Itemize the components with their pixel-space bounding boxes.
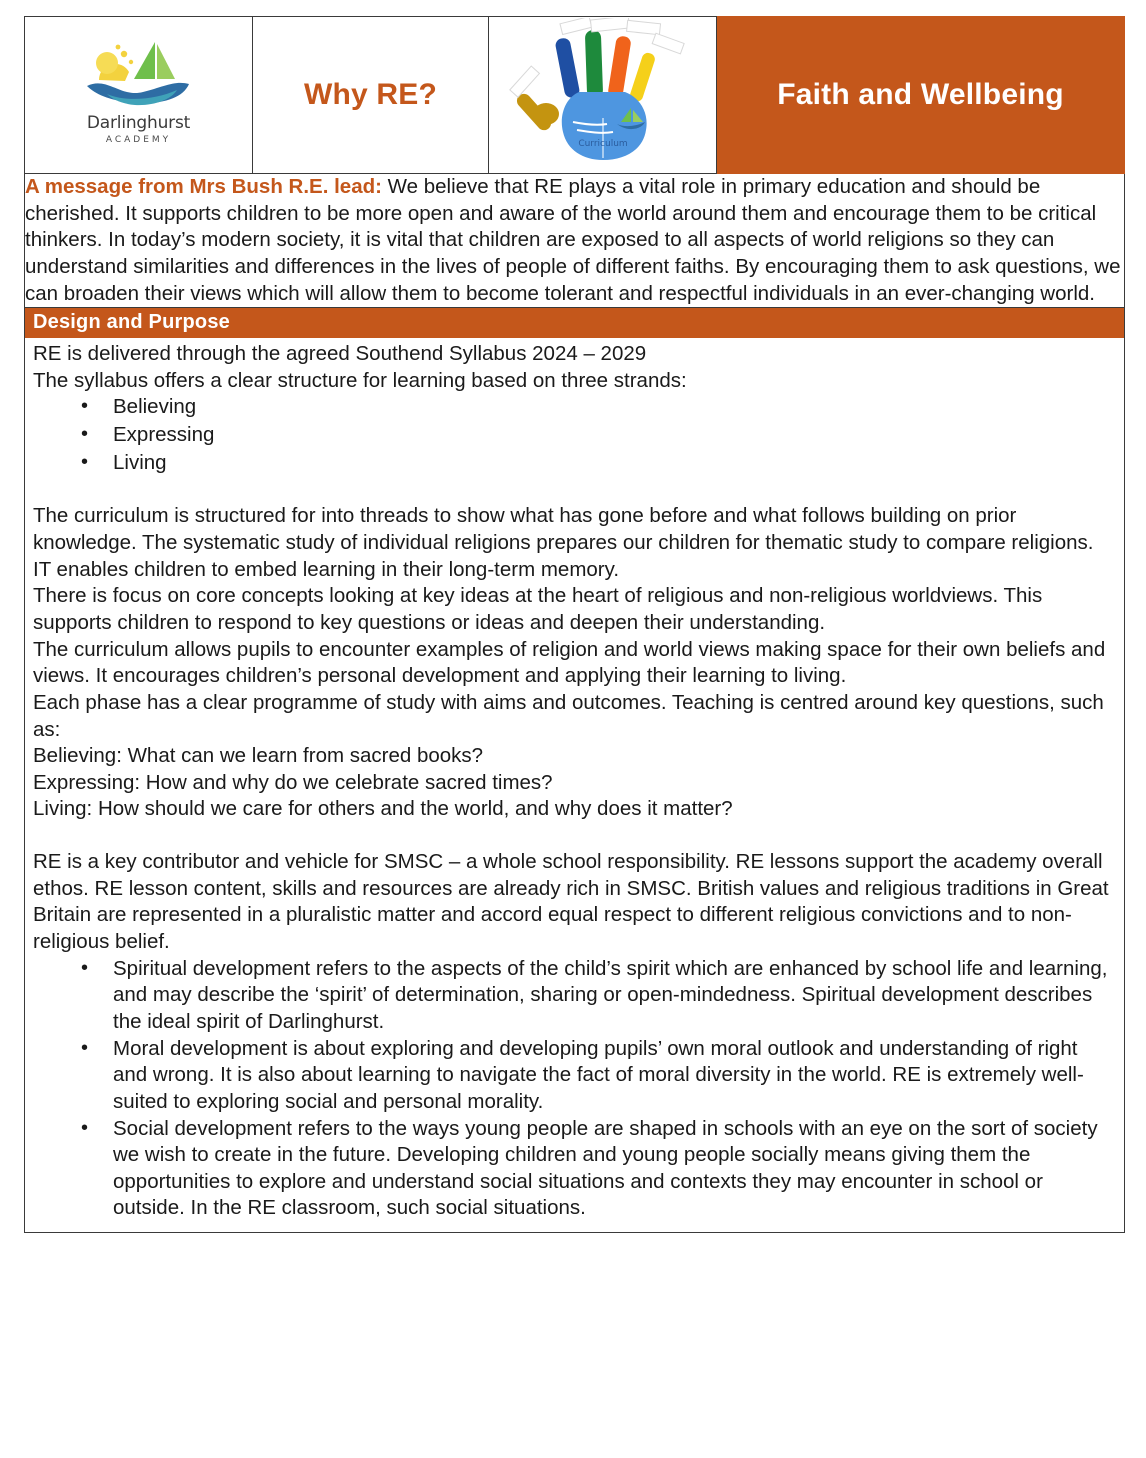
curriculum-hand-icon [503, 18, 703, 168]
design-purpose-heading: Design and Purpose [25, 308, 1124, 338]
syllabus-line: RE is delivered through the agreed Southend Syllabus 2024 – 2029 [33, 342, 647, 366]
strands-list [33, 394, 1112, 476]
design-purpose-cell [25, 308, 1125, 1233]
key-question-living: Living: How should we care for others and the world, and why does it matter? [33, 797, 733, 821]
design-purpose-row [25, 308, 1125, 1233]
message-row [25, 174, 1125, 308]
spacer [33, 477, 1112, 503]
list-item: • Social development refers to the ways young people are shaped in schools with an eye on the sort of society we wish to create in the future. Developing children and young people socially means giving them the opportunities to explore and understand social situations and contexts they may encounter in school or outside. In the RE classroom, such social situations. [79, 1116, 1112, 1223]
list-item: • Expressing [79, 422, 1112, 449]
why-re-title: Why RE? [303, 78, 438, 111]
list-item: • Living [79, 450, 1112, 477]
list-item: • Spiritual development refers to the aspects of the child’s spirit which are enhanced by school life and learning, and may describe the ‘spirit’ of determination, sharing or open-mindedness. Spiritual development describes the ideal spirit of Darlinghurst. [79, 956, 1112, 1036]
strands-intro-line: The syllabus offers a clear structure for learning based on three strands: [33, 368, 687, 392]
svg-text:Curriculum: Curriculum [577, 138, 628, 149]
document-table [24, 16, 1125, 1233]
message-cell [25, 174, 1125, 308]
curriculum-threads-paragraph: The curriculum is structured for into threads to show what has gone before and what follows building on prior knowledge. The systematic study of individual religions prepares our children for thematic study to compare religions. IT enables children to embed learning in their long-term memory. [33, 504, 1094, 581]
darlinghurst-logo [77, 36, 201, 154]
smsc-list [33, 956, 1112, 1222]
phase-programme-paragraph: Each phase has a clear programme of study with aims and outcomes. Teaching is centred around key questions, such as: [33, 690, 1104, 741]
logo-cell [25, 17, 253, 174]
core-concepts-paragraph: There is focus on core concepts looking at key ideas at the heart of religious and non-religious worldviews. This supports children to respond to key questions or ideas and deepen their understanding. [33, 584, 1043, 634]
message-body-text: We believe that RE plays a vital role in primary education and should be cherished. It supports children to be more open and aware of the world around them and encourage them to be critical thinkers. In today’s modern society, it is vital that children are exposed to all aspects of world religions so they can understand similarities and differences in the lives of people of different faiths. By encouraging them to ask questions, we can broaden their views which will allow them to become tolerant and respectful individuals in an ever-changing world. [25, 175, 1121, 305]
list-item: • Believing [79, 394, 1112, 421]
sailboat-sun-wave-icon [77, 36, 201, 114]
faith-wellbeing-cell [717, 17, 1125, 174]
message-lead-label: A message from Mrs Bush R.E. lead: [25, 175, 382, 198]
why-re-cell [253, 17, 489, 174]
header-row [25, 17, 1125, 174]
design-purpose-body [25, 338, 1124, 1232]
faith-wellbeing-title: Faith and Wellbeing [777, 78, 1064, 111]
logo-wordmark: Darlinghurst [86, 113, 191, 133]
spacer [33, 823, 1112, 849]
key-question-expressing: Expressing: How and why do we celebrate sacred times? [33, 770, 553, 794]
encounter-examples-paragraph: The curriculum allows pupils to encounter examples of religion and world views making space for their own beliefs and views. It encourages children’s personal development and applying their learning to living. [33, 637, 1106, 688]
list-item: • Moral development is about exploring and developing pupils’ own moral outlook and understanding of right and wrong. It is also about learning to navigate the fact of moral diversity in the world. RE is extremely well-suited to exploring social and personal morality. [79, 1036, 1112, 1116]
logo-subtitle: ACADEMY [105, 135, 172, 145]
key-question-believing: Believing: What can we learn from sacred books? [33, 744, 484, 768]
smsc-paragraph: RE is a key contributor and vehicle for SMSC – a whole school responsibility. RE lessons support the academy overall ethos. RE lesson content, skills and resources are already rich in SMSC. British values and religious traditions in Great Britain are represented in a pluralistic matter and accord equal respect to different religious convictions and to non-religious belief. [33, 850, 1109, 954]
message-paragraph [25, 174, 1124, 307]
hand-graphic-cell [489, 17, 717, 174]
